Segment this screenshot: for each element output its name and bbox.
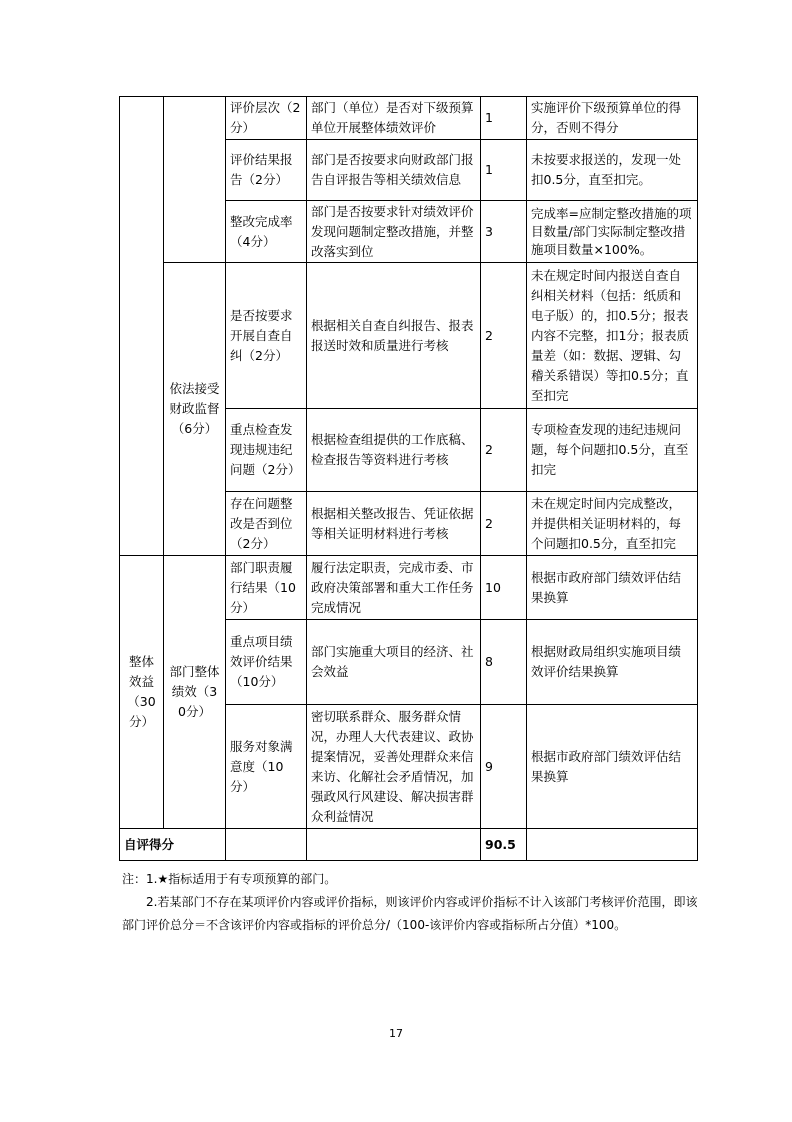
score-cell: 1 (481, 140, 527, 201)
indicator-cell: 评价层次（2分） (226, 97, 307, 140)
indicator-cell: 评价结果报告（2分） (226, 140, 307, 201)
score-cell: 1 (481, 97, 527, 140)
content-cell: 根据检查组提供的工作底稿、检查报告等资料进行考核 (307, 409, 481, 492)
standard-cell: 未在规定时间内报送自查自纠相关材料（包括：纸质和电子版）的，扣0.5分；报表内容不完整，扣1分；报表质量差（如：数据、逻辑、勾稽关系错误）等扣0.5分；直至扣完 (527, 263, 698, 409)
category-cell: 整体效益（30分） (120, 556, 164, 829)
standard-cell: 实施评价下级预算单位的得分，否则不得分 (527, 97, 698, 140)
note-2: 2.若某部门不存在某项评价内容或评价指标，则该评价内容或评价指标不计入该部门考核评价范围，即该部门评价总分＝不含该评价内容或指标的评价总分/（100-该评价内容或指标所占分值）*100。 (122, 895, 698, 932)
standard-cell: 未按要求报送的，发现一处扣0.5分，直至扣完。 (527, 140, 698, 201)
total-row (120, 829, 698, 861)
total-label: 自评得分 (120, 829, 226, 861)
standard-cell: 根据市政府部门绩效评估结果换算 (527, 556, 698, 620)
score-cell: 9 (481, 705, 527, 829)
subcategory-cell: 依法接受财政监督（6分） (164, 263, 226, 556)
indicator-cell: 存在问题整改是否到位（2分） (226, 492, 307, 556)
total-empty-cell (527, 829, 698, 861)
category-cell-empty (120, 97, 164, 556)
score-cell: 2 (481, 409, 527, 492)
content-cell: 部门实施重大项目的经济、社会效益 (307, 620, 481, 705)
page-number: 17 (389, 1027, 403, 1040)
standard-cell: 未在规定时间内完成整改，并提供相关证明材料的，每个问题扣0.5分，直至扣完 (527, 492, 698, 556)
score-cell: 8 (481, 620, 527, 705)
standard-cell: 根据财政局组织实施项目绩效评价结果换算 (527, 620, 698, 705)
table-row (120, 97, 698, 140)
total-empty-cell (226, 829, 307, 861)
subcategory-cell-empty (164, 97, 226, 263)
content-cell: 部门是否按要求向财政部门报告自评报告等相关绩效信息 (307, 140, 481, 201)
subcategory-cell: 部门整体绩效（30分） (164, 556, 226, 829)
score-cell: 3 (481, 201, 527, 263)
indicator-cell: 重点项目绩效评价结果（10分） (226, 620, 307, 705)
score-cell: 10 (481, 556, 527, 620)
score-cell: 2 (481, 263, 527, 409)
total-empty-cell (307, 829, 481, 861)
table-notes (122, 868, 702, 937)
indicator-cell: 重点检查发现违规违纪问题（2分） (226, 409, 307, 492)
table-row (120, 556, 698, 620)
content-cell: 根据相关自查自纠报告、报表报送时效和质量进行考核 (307, 263, 481, 409)
indicator-cell: 是否按要求开展自查自纠（2分） (226, 263, 307, 409)
content-cell: 根据相关整改报告、凭证依据等相关证明材料进行考核 (307, 492, 481, 556)
standard-cell: 专项检查发现的违纪违规问题，每个问题扣0.5分，直至扣完 (527, 409, 698, 492)
standard-cell: 完成率=应制定整改措施的项目数量/部门实际制定整改措施项目数量×100%。 (527, 201, 698, 263)
total-score: 90.5 (481, 829, 527, 861)
indicator-cell: 整改完成率（4分） (226, 201, 307, 263)
content-cell: 密切联系群众、服务群众情况，办理人大代表建议、政协提案情况，妥善处理群众来信来访、化解社会矛盾情况，加强政风行风建设、解决损害群众利益情况 (307, 705, 481, 829)
standard-cell: 根据市政府部门绩效评估结果换算 (527, 705, 698, 829)
indicator-cell: 部门职责履行结果（10分） (226, 556, 307, 620)
content-cell: 履行法定职责，完成市委、市政府决策部署和重大工作任务完成情况 (307, 556, 481, 620)
content-cell: 部门（单位）是否对下级预算单位开展整体绩效评价 (307, 97, 481, 140)
content-cell: 部门是否按要求针对绩效评价发现问题制定整改措施，并整改落实到位 (307, 201, 481, 263)
table-row (120, 263, 698, 409)
evaluation-table (119, 96, 698, 861)
score-cell: 2 (481, 492, 527, 556)
note-1: 注：1.★指标适用于有专项预算的部门。 (122, 872, 337, 886)
indicator-cell: 服务对象满意度（10分） (226, 705, 307, 829)
